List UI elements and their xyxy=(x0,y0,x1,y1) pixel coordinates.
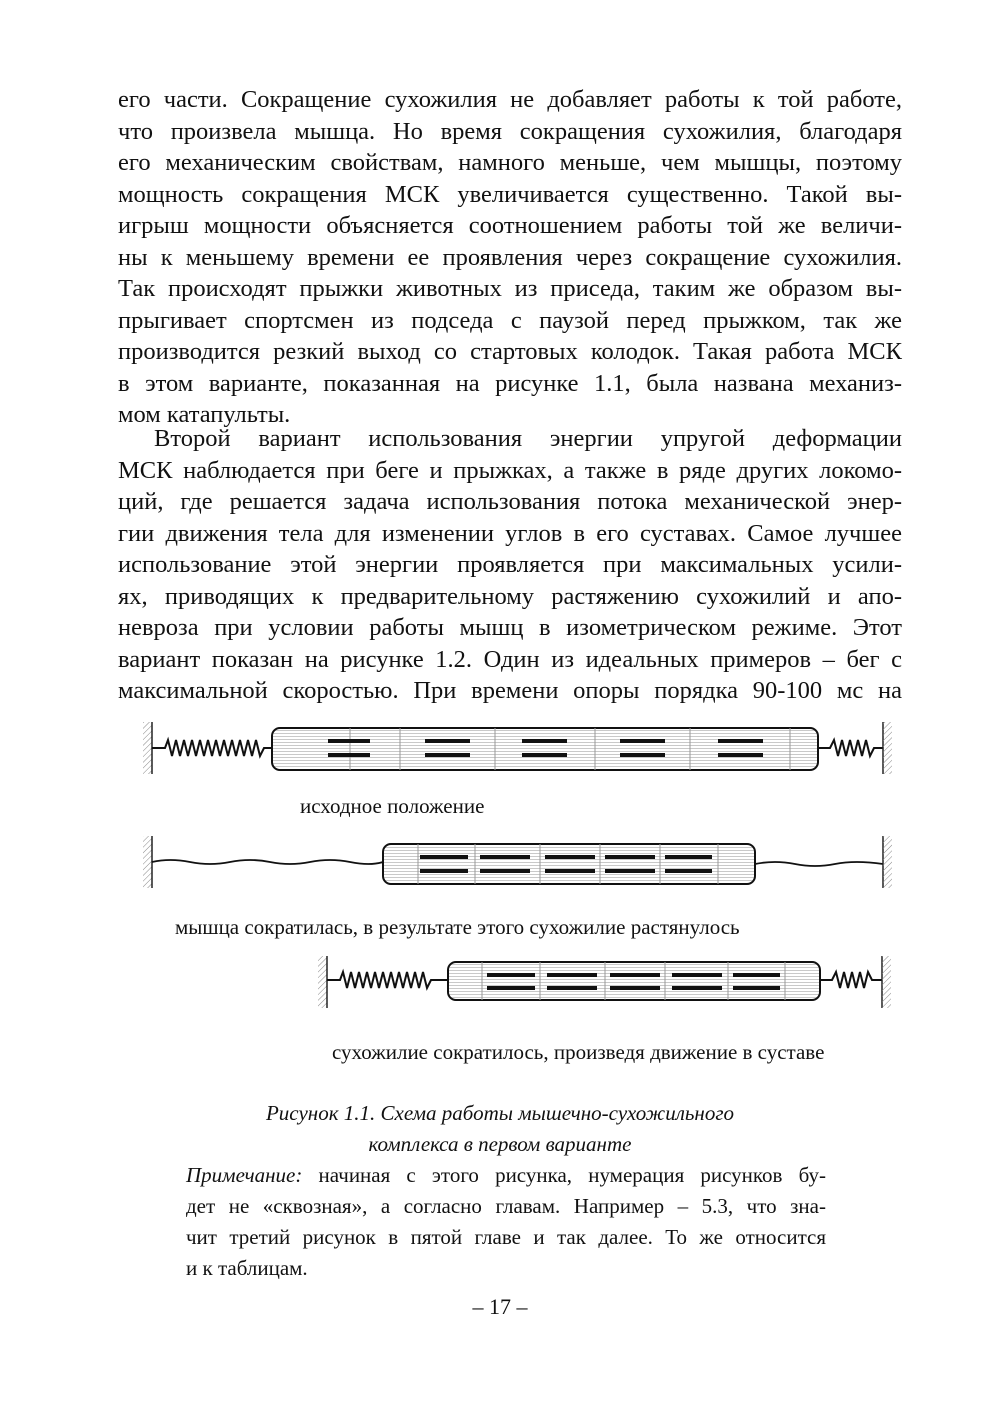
text-line: производится резкий выход со стартовых колодок. Такая работа МСК xyxy=(118,338,902,365)
caption-line: Рисунок 1.1. Схема работы мышечно-сухожильного xyxy=(265,1101,735,1125)
note-line: дет не «сквозная», а согласно главам. Например – 5.3, что зна- xyxy=(186,1194,826,1218)
caption-line: комплекса в первом варианте xyxy=(368,1132,632,1156)
text-line: Так происходят прыжки животных из приседа, таким же образом вы- xyxy=(118,275,902,302)
row-contracted xyxy=(143,836,892,888)
row-initial xyxy=(143,722,892,774)
figure-caption xyxy=(0,1098,1000,1160)
muscle-body xyxy=(383,844,755,884)
wall-left xyxy=(318,956,327,1008)
text-line: его механическим свойствам, намного меньше, чем мышцы, поэтому xyxy=(118,149,902,176)
wall-right xyxy=(883,836,892,888)
row-tendon-contracted xyxy=(318,956,891,1008)
text-line: прыгивает спортсмен из подседа с паузой перед прыжком, так же xyxy=(118,306,902,334)
note-label: Примечание: xyxy=(186,1163,303,1187)
wall-left xyxy=(143,722,152,774)
text-line: мощность сокращения МСК увеличивается существенно. Такой вы- xyxy=(118,180,902,208)
text-line: что произвела мышца. Но время сокращения сухожилия, благодаря xyxy=(118,117,902,145)
text-line: невроза при условии работы мышц в изометрическом режиме. Этот xyxy=(118,614,902,641)
text-line: максимальной скоростью. При времени опоры порядка 90-100 мс на xyxy=(118,677,902,704)
tendon-stretched-right xyxy=(755,862,883,866)
text-line: Второй вариант использования энергии упругой деформации xyxy=(154,425,902,452)
text-line: вариант показан на рисунке 1.2. Один из идеальных примеров – бег с xyxy=(118,645,902,673)
label-contracted: мышца сократилась, в результате этого сухожилие растянулось xyxy=(175,915,740,939)
text-line: ях, приводящих к предварительному растяжению сухожилий и апо- xyxy=(118,582,902,610)
wall-right xyxy=(882,956,891,1008)
muscle-body xyxy=(272,728,818,770)
note xyxy=(186,1160,826,1284)
label-initial: исходное положение xyxy=(300,794,485,818)
text-line: гии движения тела для изменении углов в его суставах. Самое лучшее xyxy=(118,519,902,547)
note-line-rest: начиная с этого рисунка, нумерация рисунков бу- xyxy=(302,1163,826,1187)
note-line: и к таблицам. xyxy=(186,1256,308,1280)
text-line: использование этой энергии проявляется при максимальных усили- xyxy=(118,551,902,578)
text-line: его части. Сокращение сухожилия не добавляет работы к той работе, xyxy=(118,86,902,113)
muscle-body xyxy=(448,962,820,1000)
text-line: мом катапульты. xyxy=(118,401,291,428)
text-line: ны к меньшему времени ее проявления через сокращение сухожилия. xyxy=(118,243,902,271)
tendon-spring-right xyxy=(820,972,882,988)
tendon-spring-left xyxy=(327,972,448,988)
text-line: в этом варианте, показанная на рисунке 1.1, была названа механиз- xyxy=(118,369,902,397)
page-number: – 17 – xyxy=(472,1294,528,1319)
label-tendon: сухожилие сократилось, произведя движение в суставе xyxy=(332,1040,825,1064)
wall-right xyxy=(883,722,892,774)
tendon-stretched-left xyxy=(152,860,383,864)
wall-left xyxy=(143,836,152,888)
text-line: ций, где решается задача использования потока механической энер- xyxy=(118,488,902,515)
text-line: МСК наблюдается при беге и прыжках, а также в ряде других локомо- xyxy=(118,456,902,484)
note-line xyxy=(186,1160,826,1191)
tendon-spring-right xyxy=(818,740,883,756)
note-line: чит третий рисунок в пятой главе и так далее. То же относится xyxy=(186,1225,826,1249)
text-line: игрыш мощности объясняется соотношением работы той же величи- xyxy=(118,212,902,239)
tendon-spring-left xyxy=(152,740,272,756)
